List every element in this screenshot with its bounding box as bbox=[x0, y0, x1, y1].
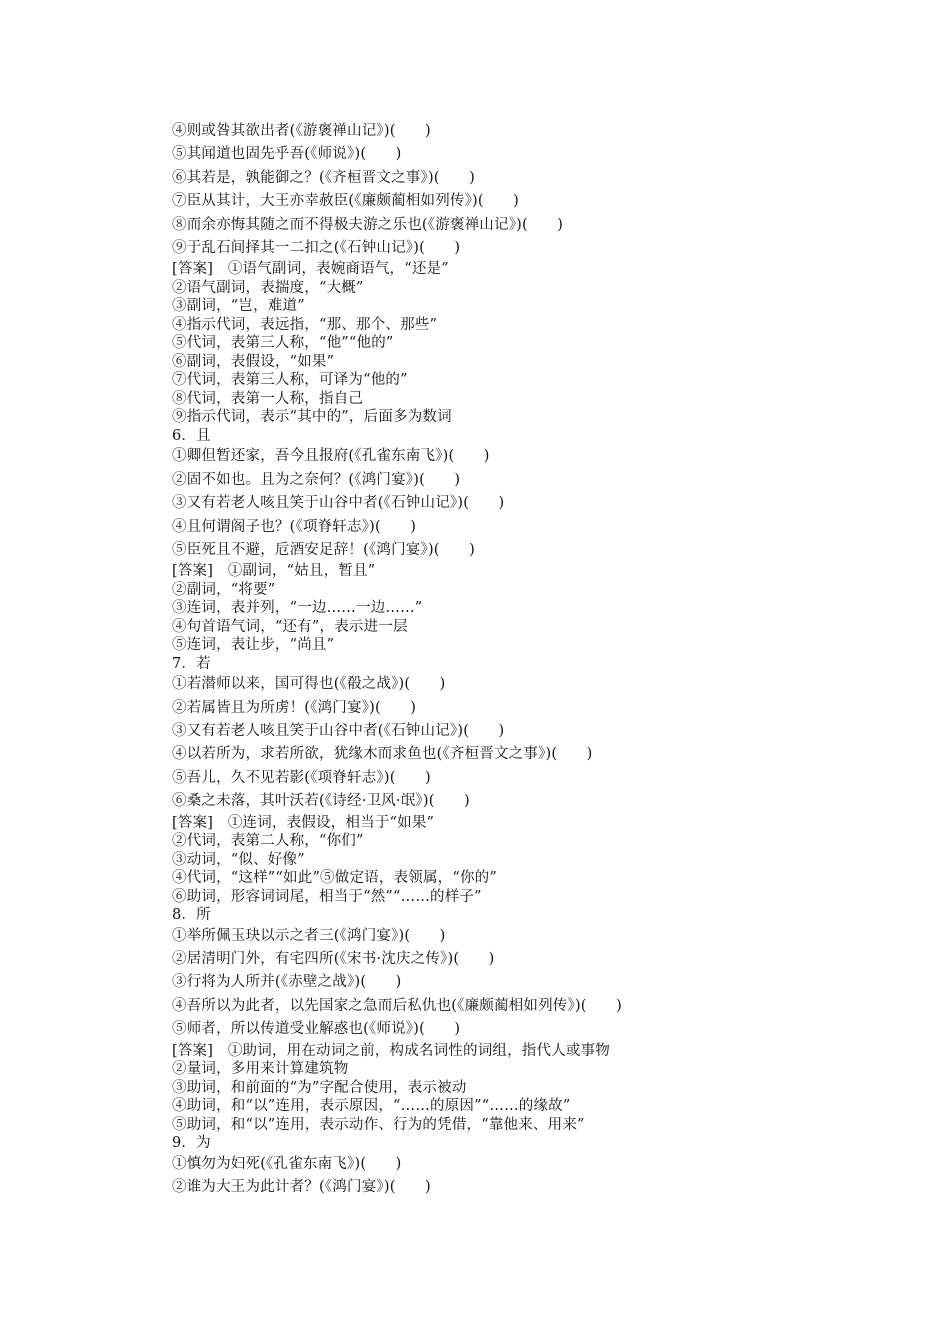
heading-block bbox=[172, 906, 892, 925]
answer-line: ③助词，和前面的“为”字配合使用，表示被动 bbox=[172, 1079, 467, 1096]
question-line: ⑦臣从其计，大王亦幸赦臣(《廉颇蔺相如列传》)( ) bbox=[172, 193, 520, 210]
answer-line: ②量词，多用来计算建筑物 bbox=[172, 1061, 349, 1078]
answer-line: [答案] ①助词，用在动词之前，构成名词性的词组，指代人或事物 bbox=[172, 1042, 611, 1059]
answer-line: ⑥助词，形容词词尾，相当于“然”“……的样子” bbox=[172, 888, 482, 905]
question-line: ③行将为人所并(《赤壁之战》)( ) bbox=[172, 974, 402, 991]
answer-line: ③副词，“岂，难道” bbox=[172, 298, 305, 315]
question-line: ①若潜师以来，国可得也(《殽之战》)( ) bbox=[172, 676, 446, 693]
answer-line: ③动词，“似、好像” bbox=[172, 851, 305, 868]
question-block bbox=[172, 673, 892, 813]
answer-line: ⑥副词，表假设，“如果” bbox=[172, 353, 335, 370]
answer-block bbox=[172, 814, 892, 907]
question-line: ①卿但暂还家，吾今且报府(《孔雀东南飞》)( ) bbox=[172, 448, 490, 465]
question-line: ③又有若老人咳且笑于山谷中者(《石钟山记》)( ) bbox=[172, 723, 505, 740]
answer-line: ④句首语气词，“还有”，表示进一层 bbox=[172, 618, 408, 635]
answer-block bbox=[172, 260, 892, 427]
question-line: ④则或咎其欲出者(《游褒禅山记》)( ) bbox=[172, 123, 431, 139]
section-heading: 9．为 bbox=[172, 1135, 211, 1152]
answer-line: ④代词，“这样”“如此”⑤做定语，表领属，“你的” bbox=[172, 870, 497, 887]
answer-block bbox=[172, 1042, 892, 1135]
section-heading: 7．若 bbox=[172, 655, 211, 672]
question-line: ④吾所以为此者，以先国家之急而后私仇也(《廉颇蔺相如列传》)( ) bbox=[172, 997, 622, 1014]
heading-block bbox=[172, 655, 892, 674]
question-line: ②若属皆且为所虏！(《鸿门宴》)( ) bbox=[172, 699, 417, 716]
question-block bbox=[172, 925, 892, 1042]
question-line: ⑥桑之未落，其叶沃若(《诗经·卫风·氓》)( ) bbox=[172, 793, 470, 810]
answer-line: ②副词，“将要” bbox=[172, 581, 276, 598]
answer-line: ⑨指示代词，表示“其中的”，后面多为数词 bbox=[172, 409, 452, 426]
question-line: ②居清明门外，有宅四所(《宋书·沈庆之传》)( ) bbox=[172, 951, 495, 968]
question-line: ③又有若老人咳且笑于山谷中者(《石钟山记》)( ) bbox=[172, 495, 505, 512]
question-line: ⑤其闻道也固先乎吾(《师说》)( ) bbox=[172, 146, 402, 163]
answer-line: ⑤连词，表让步，“尚且” bbox=[172, 637, 335, 654]
question-line: ①举所佩玉玦以示之者三(《鸿门宴》)( ) bbox=[172, 927, 446, 944]
answer-block bbox=[172, 562, 892, 655]
answer-line: ⑤代词，表第三人称，“他”“他的” bbox=[172, 335, 394, 352]
document-body bbox=[172, 120, 892, 1199]
question-line: ⑨于乱石间择其一二扣之(《石钟山记》)( ) bbox=[172, 239, 461, 256]
heading-block bbox=[172, 1134, 892, 1153]
question-line: ⑤师者，所以传道受业解惑也(《师说》)( ) bbox=[172, 1021, 461, 1038]
section-heading: 8．所 bbox=[172, 907, 211, 924]
question-line: ⑤臣死且不避，卮酒安足辞！(《鸿门宴》)( ) bbox=[172, 541, 475, 558]
question-line: ②固不如也。且为之奈何？(《鸿门宴》)( ) bbox=[172, 471, 461, 488]
question-line: ⑤吾儿，久不见若影(《项脊轩志》)( ) bbox=[172, 769, 431, 786]
answer-line: ②代词，表第二人称，“你们” bbox=[172, 833, 364, 850]
answer-line: ②语气副词，表揣度，“大概” bbox=[172, 279, 364, 296]
answer-line: [答案] ①语气副词，表婉商语气，“还是” bbox=[172, 261, 449, 278]
question-line: ①慎勿为妇死(《孔雀东南飞》)( ) bbox=[172, 1155, 402, 1172]
heading-block bbox=[172, 427, 892, 446]
answer-line: ⑧代词，表第一人称，指自己 bbox=[172, 390, 364, 407]
question-line: ④以若所为，求若所欲，犹缘木而求鱼也(《齐桓晋文之事》)( ) bbox=[172, 746, 593, 763]
question-line: ②谁为大王为此计者？(《鸿门宴》)( ) bbox=[172, 1178, 431, 1195]
question-line: ④且何谓阁子也？(《项脊轩志》)( ) bbox=[172, 518, 417, 535]
question-block bbox=[172, 120, 892, 260]
answer-line: ④指示代词，表远指，“那、那个、那些” bbox=[172, 316, 438, 333]
question-line: ⑧而余亦悔其随之而不得极夫游之乐也(《游褒禅山记》)( ) bbox=[172, 216, 564, 233]
question-line: ⑥其若是，孰能御之？(《齐桓晋文之事》)( ) bbox=[172, 169, 475, 186]
question-block bbox=[172, 1153, 892, 1200]
answer-line: ④助词，和“以”连用，表示原因，“……的原因”“……的缘故” bbox=[172, 1098, 571, 1115]
section-heading: 6．且 bbox=[172, 427, 211, 444]
answer-line: ⑦代词，表第三人称，可译为“他的” bbox=[172, 372, 408, 389]
answer-line: ⑤助词，和“以”连用，表示动作、行为的凭借，“靠他来、用来” bbox=[172, 1116, 585, 1133]
answer-line: [答案] ①副词，“姑且，暂且” bbox=[172, 563, 376, 580]
answer-line: ③连词，表并列，“一边……一边……” bbox=[172, 600, 423, 617]
question-block bbox=[172, 445, 892, 562]
answer-line: [答案] ①连词，表假设，相当于“如果” bbox=[172, 814, 435, 831]
